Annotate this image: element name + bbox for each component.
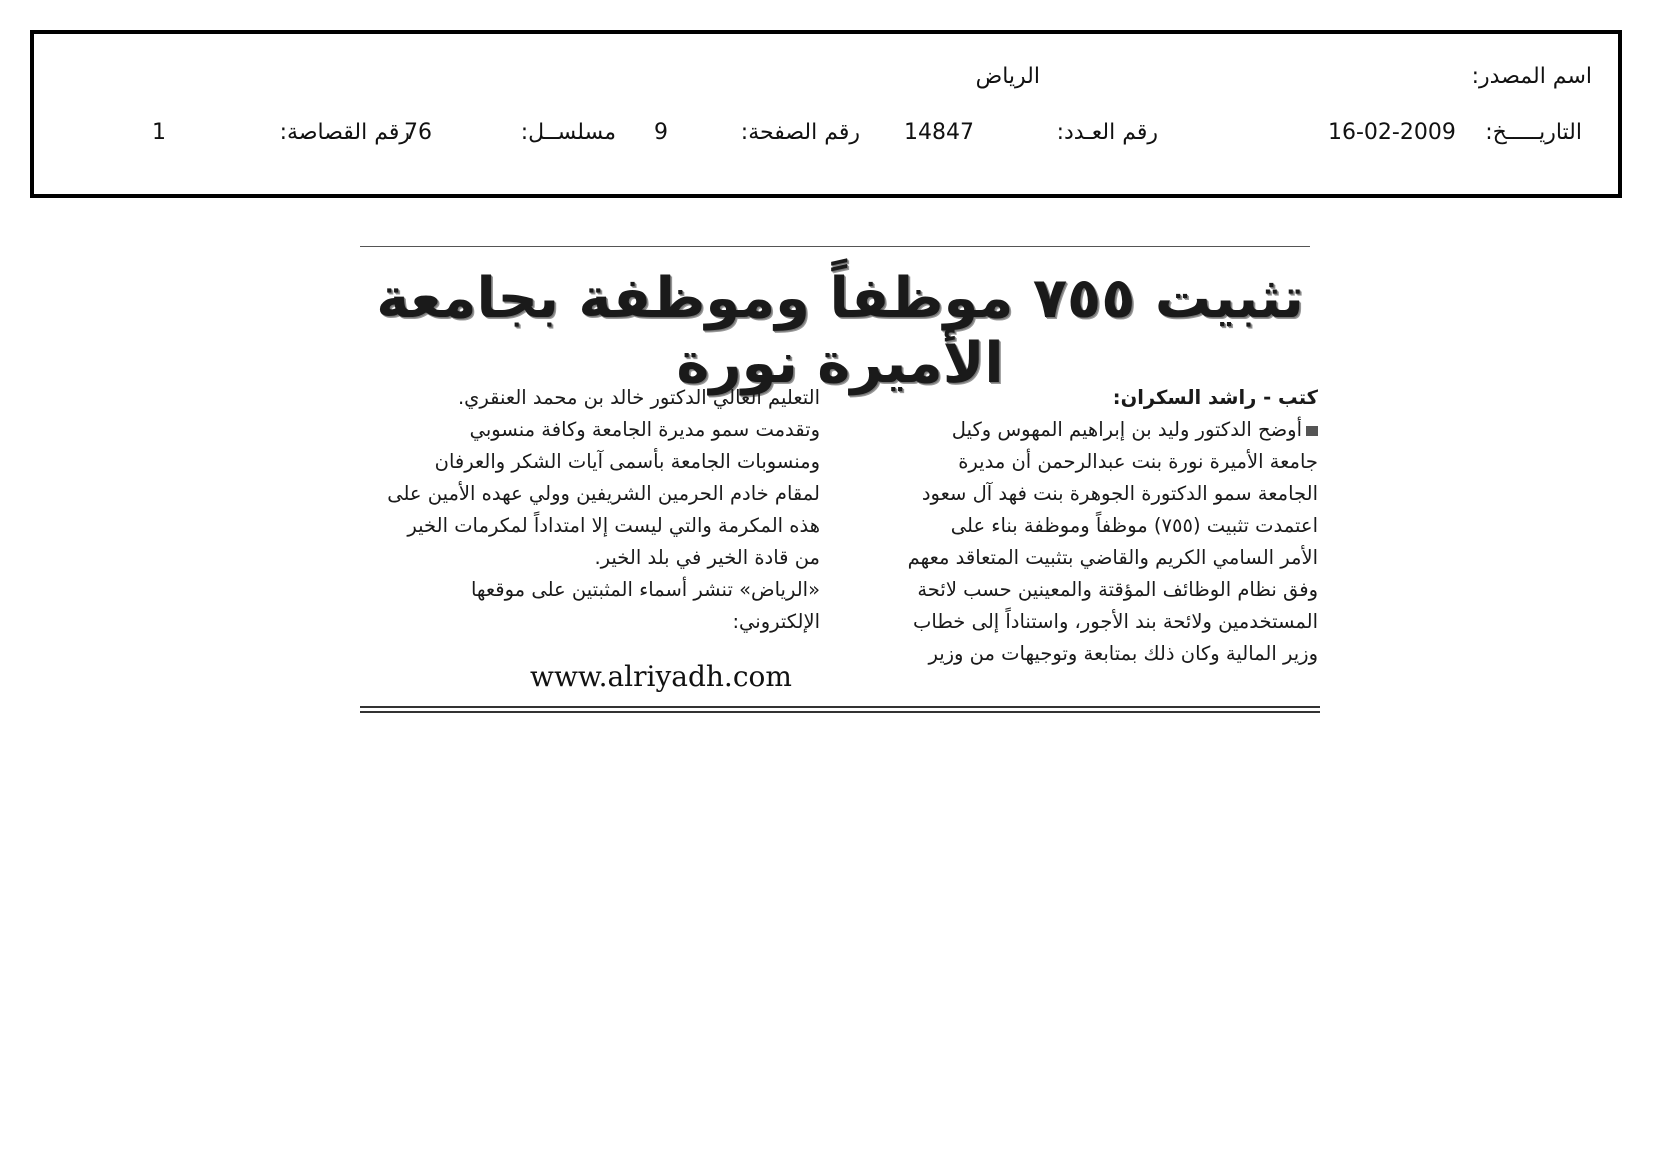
right-column-line: أوضح الدكتور وليد بن إبراهيم المهوس وكيل: [850, 414, 1318, 446]
source-label: اسم المصدر:: [1471, 64, 1592, 89]
article-headline: تثبيت ٧٥٥ موظفاً وموظفة بجامعة الأميرة نورة: [376, 266, 1304, 396]
left-column-line: وتقدمت سمو مديرة الجامعة وكافة منسوبي: [469, 418, 820, 441]
square-bullet-icon: [1306, 426, 1318, 436]
article-left-column: [360, 382, 820, 638]
source-value: الرياض: [975, 64, 1040, 89]
left-column-line: هذه المكرمة والتي ليست إلا امتداداً لمكرمات الخير: [407, 514, 820, 537]
issue-value: 14847: [904, 120, 974, 145]
left-column-line: ومنسوبات الجامعة بأسمى آيات الشكر والعرفان: [434, 450, 820, 473]
clipping-metadata-box: [30, 30, 1622, 198]
newspaper-clipping: [360, 246, 1320, 716]
clip-label: رقم القصاصة:: [279, 120, 410, 145]
page-value: 9: [654, 120, 668, 145]
article-right-column: [850, 382, 1318, 670]
right-column-line: جامعة الأميرة نورة بنت عبدالرحمن أن مديرة: [958, 450, 1318, 473]
left-column-line: التعليم العالي الدكتور خالد بن محمد العنقري.: [457, 386, 820, 409]
bottom-divider: [360, 706, 1320, 713]
right-column-line: وزير المالية وكان ذلك بمتابعة وتوجيهات من وزير: [928, 642, 1318, 665]
website-url: www.alriyadh.com: [530, 660, 792, 693]
right-column-line: الجامعة سمو الدكتورة الجوهرة بنت فهد آل سعود: [921, 482, 1318, 505]
article-byline: كتب - راشد السكران:: [1112, 386, 1318, 409]
left-column-line: من قادة الخير في بلد الخير.: [594, 546, 820, 569]
issue-label: رقم العـدد:: [1056, 120, 1158, 145]
right-column-line: اعتمدت تثبيت (٧٥٥) موظفاً وموظفة بناء على: [950, 514, 1318, 537]
right-column-line: الأمر السامي الكريم والقاضي بتثبيت المتعاقد معهم: [907, 546, 1318, 569]
clip-value: 1: [152, 120, 166, 145]
page-label: رقم الصفحة:: [740, 120, 860, 145]
left-column-line: لمقام خادم الحرمين الشريفين وولي عهده الأمين على: [387, 482, 820, 505]
date-label: التاريـــــخ:: [1485, 120, 1582, 145]
left-column-line: «الرياض» تنشر أسماء المثبتين على موقعها: [470, 578, 820, 601]
date-value: 16-02-2009: [1328, 120, 1456, 145]
serial-value: 76: [404, 120, 432, 145]
top-divider: [360, 246, 1310, 247]
left-column-line: الإلكتروني:: [732, 610, 820, 633]
right-column-line: المستخدمين ولائحة بند الأجور، واستناداً إلى خطاب: [913, 610, 1318, 633]
right-column-line: وفق نظام الوظائف المؤقتة والمعينين حسب لائحة: [917, 578, 1318, 601]
serial-label: مسلســل:: [520, 120, 616, 145]
